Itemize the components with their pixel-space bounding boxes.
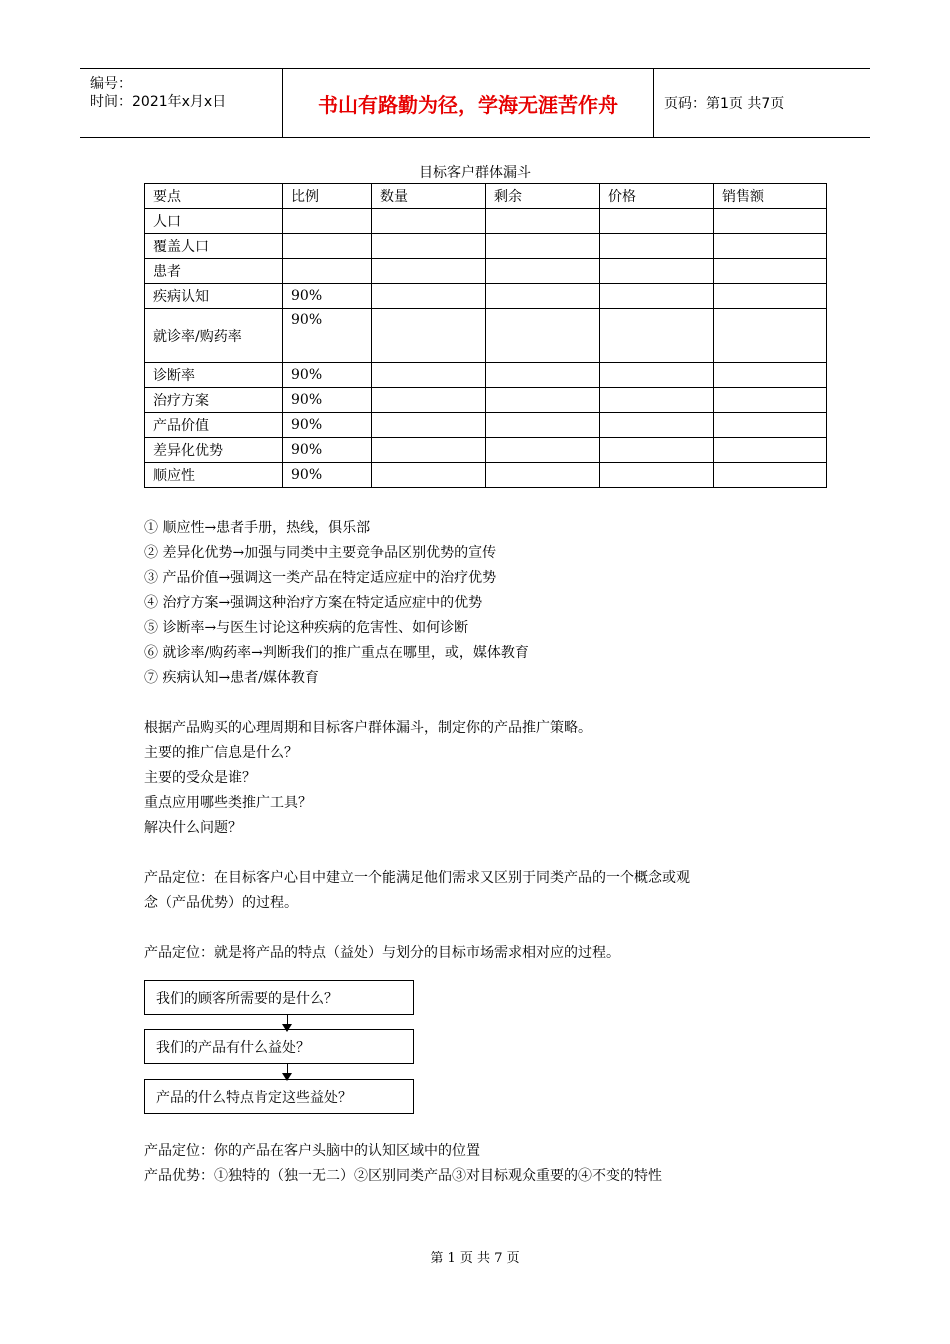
row-cell — [372, 463, 486, 488]
row-cell — [600, 388, 714, 413]
row-label: 诊断率 — [145, 363, 283, 388]
list-item: ④ 治疗方案→强调这种治疗方案在特定适应症中的优势 — [144, 595, 483, 611]
table-header-cell: 比例 — [283, 184, 372, 209]
code-label: 编号： — [90, 76, 132, 92]
table-header-cell: 数量 — [372, 184, 486, 209]
date-label: 时间：2021年x月x日 — [90, 94, 227, 110]
row-label: 人口 — [145, 209, 283, 234]
numbered-list — [144, 516, 529, 691]
table-row — [145, 209, 827, 234]
row-cell — [486, 284, 600, 309]
row-cell — [714, 309, 827, 363]
row-label: 差异化优势 — [145, 438, 283, 463]
row-ratio: 90% — [283, 309, 372, 363]
row-cell — [600, 284, 714, 309]
table-row — [145, 413, 827, 438]
row-cell — [714, 259, 827, 284]
header-motto: 书山有路勤为径，学海无涯苦作舟 — [283, 69, 654, 137]
row-label: 覆盖人口 — [145, 234, 283, 259]
strategy-questions — [144, 716, 592, 841]
question-line: 解决什么问题？ — [144, 820, 242, 836]
row-ratio — [283, 259, 372, 284]
row-cell — [372, 284, 486, 309]
row-cell — [600, 463, 714, 488]
row-cell — [714, 413, 827, 438]
row-cell — [600, 309, 714, 363]
list-item: ⑤ 诊断率→与医生讨论这种疾病的危害性、如何诊断 — [144, 620, 469, 636]
row-cell — [486, 463, 600, 488]
question-line: 重点应用哪些类推广工具？ — [144, 795, 312, 811]
row-cell — [714, 363, 827, 388]
header-info-cell — [80, 69, 283, 137]
row-label: 就诊率/购药率 — [145, 309, 283, 363]
page-footer: 第 1 页 共 7 页 — [430, 1251, 520, 1266]
table-row — [145, 259, 827, 284]
question-line: 主要的受众是谁？ — [144, 770, 256, 786]
positioning-definition-1 — [144, 866, 690, 916]
list-item: ③ 产品价值→强调这一类产品在特定适应症中的治疗优势 — [144, 570, 497, 586]
page-header — [80, 68, 870, 138]
table-header-row — [145, 184, 827, 209]
row-cell — [372, 209, 486, 234]
row-cell — [600, 259, 714, 284]
table-title: 目标客户群体漏斗 — [419, 165, 531, 181]
row-cell — [600, 363, 714, 388]
table-row — [145, 438, 827, 463]
closing-notes — [144, 1139, 662, 1189]
row-label: 治疗方案 — [145, 388, 283, 413]
text-line: 产品优势：①独特的（独一无二）②区别同类产品③对目标观众重要的④不变的特性 — [144, 1168, 662, 1184]
row-ratio — [283, 209, 372, 234]
row-ratio: 90% — [283, 413, 372, 438]
flow-box-2: 我们的产品有什么益处？ — [144, 1029, 414, 1064]
row-cell — [714, 284, 827, 309]
list-item: ① 顺应性→患者手册，热线，俱乐部 — [144, 520, 371, 536]
table-row — [145, 309, 827, 363]
row-cell — [600, 209, 714, 234]
question-line: 主要的推广信息是什么？ — [144, 745, 298, 761]
row-cell — [486, 438, 600, 463]
row-cell — [714, 234, 827, 259]
text-line: 念（产品优势）的过程。 — [144, 895, 298, 911]
row-cell — [486, 363, 600, 388]
positioning-definition-2 — [144, 941, 620, 966]
row-ratio: 90% — [283, 388, 372, 413]
row-cell — [714, 438, 827, 463]
row-ratio — [283, 234, 372, 259]
table-row — [145, 388, 827, 413]
table-header-cell: 销售额 — [714, 184, 827, 209]
row-cell — [372, 259, 486, 284]
row-label: 顺应性 — [145, 463, 283, 488]
row-cell — [486, 388, 600, 413]
table-row — [145, 284, 827, 309]
row-cell — [486, 209, 600, 234]
row-cell — [714, 209, 827, 234]
row-cell — [600, 438, 714, 463]
list-item: ② 差异化优势→加强与同类中主要竞争品区别优势的宣传 — [144, 545, 497, 561]
list-item: ⑦ 疾病认知→患者/媒体教育 — [144, 670, 319, 686]
row-cell — [486, 259, 600, 284]
row-cell — [372, 413, 486, 438]
flow-box-1: 我们的顾客所需要的是什么？ — [144, 980, 414, 1015]
text-line: 产品定位：在目标客户心目中建立一个能满足他们需求又区别于同类产品的一个概念或观 — [144, 870, 690, 886]
row-cell — [372, 438, 486, 463]
table-header-cell: 剩余 — [486, 184, 600, 209]
row-cell — [600, 234, 714, 259]
text-line: 产品定位：就是将产品的特点（益处）与划分的目标市场需求相对应的过程。 — [144, 945, 620, 961]
table-header-cell: 价格 — [600, 184, 714, 209]
funnel-table — [144, 183, 827, 488]
row-label: 患者 — [145, 259, 283, 284]
flow-box-3: 产品的什么特点肯定这些益处？ — [144, 1079, 414, 1114]
row-cell — [372, 388, 486, 413]
row-cell — [372, 234, 486, 259]
table-row — [145, 463, 827, 488]
table-header-cell: 要点 — [145, 184, 283, 209]
row-cell — [372, 363, 486, 388]
row-cell — [486, 309, 600, 363]
text-line: 产品定位：你的产品在客户头脑中的认知区域中的位置 — [144, 1143, 480, 1159]
row-cell — [600, 413, 714, 438]
question-line: 根据产品购买的心理周期和目标客户群体漏斗，制定你的产品推广策略。 — [144, 720, 592, 736]
row-label: 疾病认知 — [145, 284, 283, 309]
row-ratio: 90% — [283, 284, 372, 309]
row-cell — [486, 413, 600, 438]
row-cell — [714, 388, 827, 413]
row-ratio: 90% — [283, 363, 372, 388]
row-cell — [486, 234, 600, 259]
list-item: ⑥ 就诊率/购药率→判断我们的推广重点在哪里，或，媒体教育 — [144, 645, 529, 661]
row-label: 产品价值 — [145, 413, 283, 438]
table-row — [145, 234, 827, 259]
row-ratio: 90% — [283, 438, 372, 463]
row-cell — [714, 463, 827, 488]
row-cell — [372, 309, 486, 363]
row-ratio: 90% — [283, 463, 372, 488]
table-row — [145, 363, 827, 388]
header-page-info: 页码：第1页 共7页 — [664, 96, 785, 112]
